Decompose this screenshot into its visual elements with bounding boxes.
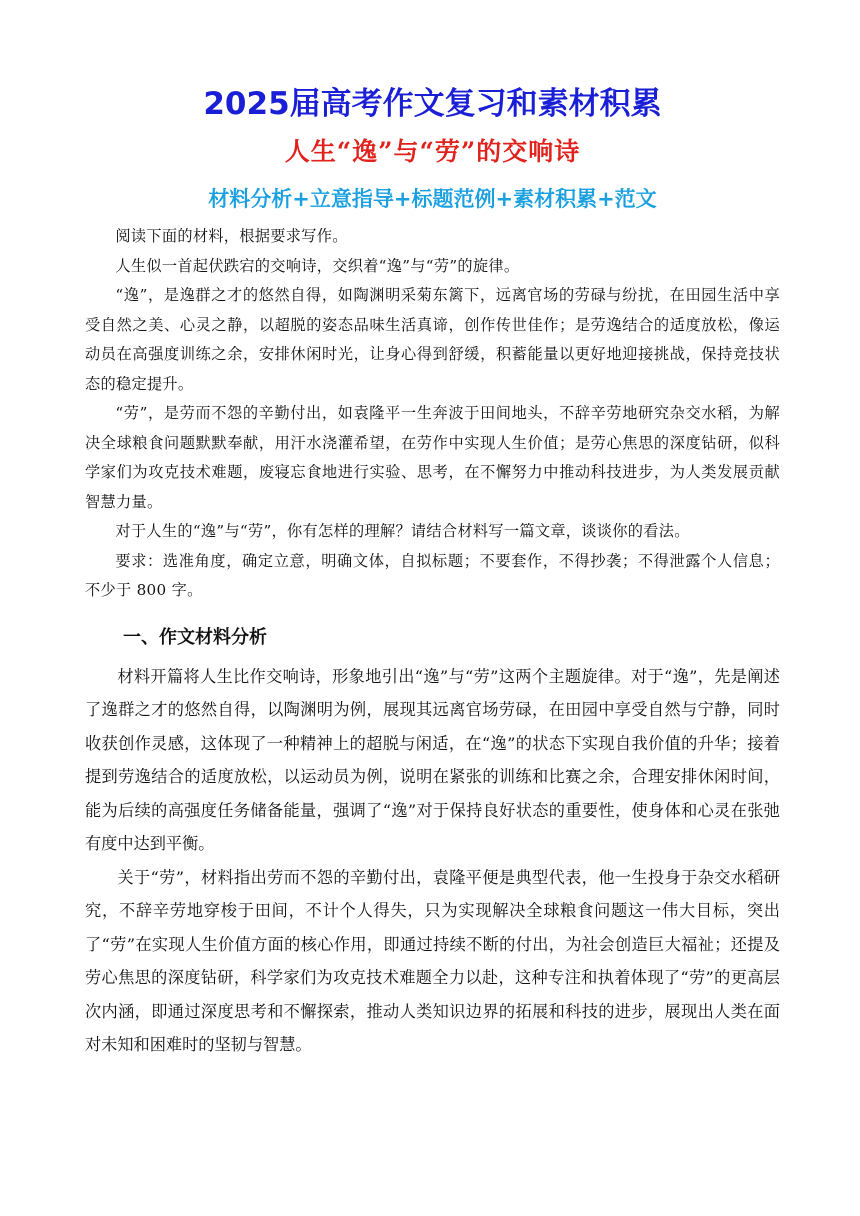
document-subtitle: 人生“逸”与“劳”的交响诗 [284,137,581,166]
document-tagline: 材料分析+立意指导+标题范例+素材积累+范文 [208,187,657,211]
analysis-paragraph: 材料开篇将人生比作交响诗，形象地引出“逸”与“劳”这两个主题旋律。对于“逸”，先是阐述了逸群之才的悠然自得，以陶渊明为例，展现其远离官场劳碌，在田园中享受自然与宁静，同时收获创作灵感，这体现了一种精神上的超脱与闲适，在“逸”的状态下实现自我价值的升华；接着提到劳逸结合的适度放松，以运动员为例，说明在紧张的训练和比赛之余，合理安排休闲时间，能为后续的高强度任务储备能量，强调了“逸”对于保持良好状态的重要性，使身体和心灵在张弛有度中达到平衡。 [85,666,780,853]
prompt-paragraph: “逸”，是逸群之才的悠然自得，如陶渊明采菊东篱下，远离官场的劳碌与纷扰，在田园生活中享受自然之美、心灵之静，以超脱的姿态品味生活真谛，创作传世佳作；是劳逸结合的适度放松，像运动员在高强度训练之余，安排休闲时光，让身心得到舒缓，积蓄能量以更好地迎接挑战，保持竞技状态的稳定提升。 [85,286,780,393]
prompt-paragraph: 人生似一首起伏跌宕的交响诗，交织着“逸”与“劳”的旋律。 [115,256,520,275]
prompt-requirements: 要求：选准角度，确定立意，明确文体，自拟标题；不要套作，不得抄袭；不得泄露个人信息；不少于 800 字。 [85,551,780,599]
analysis-paragraph: 关于“劳”，材料指出劳而不怨的辛勤付出，袁隆平便是典型代表，他一生投身于杂交水稻研究，不辞辛劳地穿梭于田间，不计个人得失，只为实现解决全球粮食问题这一伟大目标，突出了“劳”在实现人生价值方面的核心作用，即通过持续不断的付出，为社会创造巨大福祉；还提及劳心焦思的深度钻研，科学家们为攻克技术难题全力以赴，这种专注和执着体现了“劳”的更高层次内涵，即通过深度思考和不懈探索，推动人类知识边界的拓展和科技的进步，展现出人类在面对未知和困难时的坚韧与智慧。 [85,867,780,1054]
section-heading: 一、作文材料分析 [123,626,267,648]
analysis-section [85,660,780,1062]
prompt-paragraph: “劳”，是劳而不怨的辛勤付出，如袁隆平一生奔波于田间地头，不辞辛劳地研究杂交水稻，为解决全球粮食问题默默奉献，用汗水浇灌希望，在劳作中实现人生价值；是劳心焦思的深度钻研，似科学家们为攻克技术难题，废寝忘食地进行实验、思考，在不懈努力中推动科技进步，为人类发展贡献智慧力量。 [85,404,780,511]
writing-prompt [85,222,780,606]
prompt-paragraph: 对于人生的“逸”与“劳”，你有怎样的理解？请结合材料写一篇文章，谈谈你的看法。 [115,522,690,540]
prompt-paragraph: 阅读下面的材料，根据要求写作。 [115,227,348,245]
document-title: 2025届高考作文复习和素材积累 [203,86,662,122]
